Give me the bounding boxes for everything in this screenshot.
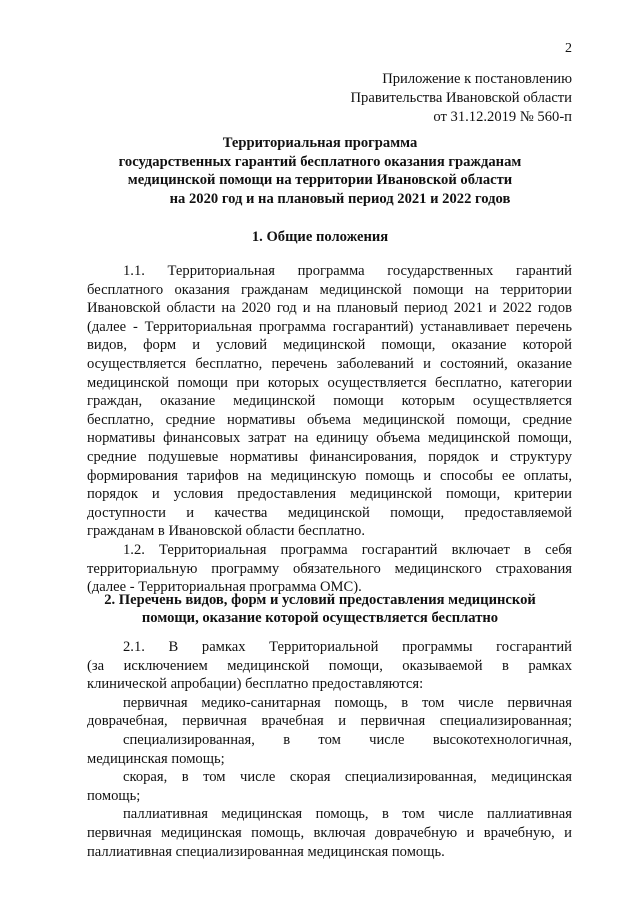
text-line: скорая, в том числе скорая специализированная, медицинская [123,769,572,786]
page-number: 2 [565,41,572,56]
annex-line: от 31.12.2019 № 560-п [433,109,572,125]
text-line: осуществляется бесплатно, перечень заболеваний и состояний, оказание [87,355,572,372]
section-2-heading [60,591,580,628]
text-line: (далее - Территориальная программа госгарантий) устанавливает перечень [87,318,572,335]
annex-header [351,70,572,127]
text-line: доврачебная, первичная врачебная и первичная специализированная; [87,713,572,730]
text-line: нормативы финансовых затрат на единицу объема медицинской помощи, [87,430,572,447]
text-line: медицинской помощи при которых осуществляется бесплатно, категории [87,374,572,391]
text-line: паллиативная медицинская помощь, в том числе паллиативная [123,806,572,823]
section-1-heading [60,228,580,246]
text-line: видов, форм и условий медицинской помощи, оказание которой [87,337,572,354]
heading-line: 1. Общие положения [251,229,389,245]
document-title [60,134,580,208]
text-line: гражданам в Ивановской области бесплатно. [87,523,365,540]
text-line: (далее - Территориальная программа ОМС). [87,579,362,596]
title-line: Территориальная программа [222,135,418,151]
text-line: бесплатного оказания гражданам медицинской помощи на территории [87,281,572,298]
text-line: клинической апробации) бесплатно предоставляются: [87,676,424,693]
text-line: граждан, оказание медицинской помощи которым осуществляется [87,393,572,410]
text-line: медицинская помощь; [87,750,225,767]
text-line: порядок и условия предоставления медицинской помощи, критерии [87,486,572,503]
text-line: специализированная, в том числе высокотехнологичная, [123,731,572,748]
heading-line: помощи, оказание которой осуществляется бесплатно [141,610,499,627]
text-line: бесплатно, средние нормативы объема медицинской помощи, средние [87,411,572,428]
paragraph-2-1 [87,638,572,861]
text-line: первичная медицинская помощь, включая доврачебную и врачебную, и [87,824,572,841]
text-line: средние подушевые нормативы финансирования, порядок и структуру [87,448,572,465]
paragraph-1-1 [87,262,572,597]
text-line: первичная медико-санитарная помощь, в том числе первичная [123,694,572,711]
text-line: Ивановской области на 2020 год и на плановый период 2021 и 2022 годов [87,300,572,317]
title-line: государственных гарантий бесплатного оказания гражданам [118,153,522,170]
text-line: 1.2. Территориальная программа госгарантий включает в себя [123,541,572,558]
heading-line: 2. Перечень видов, форм и условий предоставления медицинской [104,592,536,608]
text-line: территориальную программу обязательного медицинского страхования [87,560,572,577]
text-line: 1.1. Территориальная программа государственных гарантий [123,263,572,279]
annex-line: Правительства Ивановской области [350,90,572,106]
text-line: 2.1. В рамках Территориальной программы госгарантий [123,639,572,655]
text-line: паллиативная специализированная медицинская помощь. [87,843,445,860]
text-line: (за исключением медицинской помощи, оказываемой в рамках [87,657,572,674]
text-line: помощь; [87,787,141,804]
text-line: доступности и качества медицинской помощи, предоставляемой [87,504,572,521]
title-line: медицинской помощи на территории Ивановской области [127,172,513,189]
annex-line: Приложение к постановлению [382,71,572,87]
text-line: формирования тарифов на медицинскую помощь и способы ее оплаты, [87,467,572,484]
title-line: на 2020 год и на плановый период 2021 и 2022 годов [169,190,511,207]
